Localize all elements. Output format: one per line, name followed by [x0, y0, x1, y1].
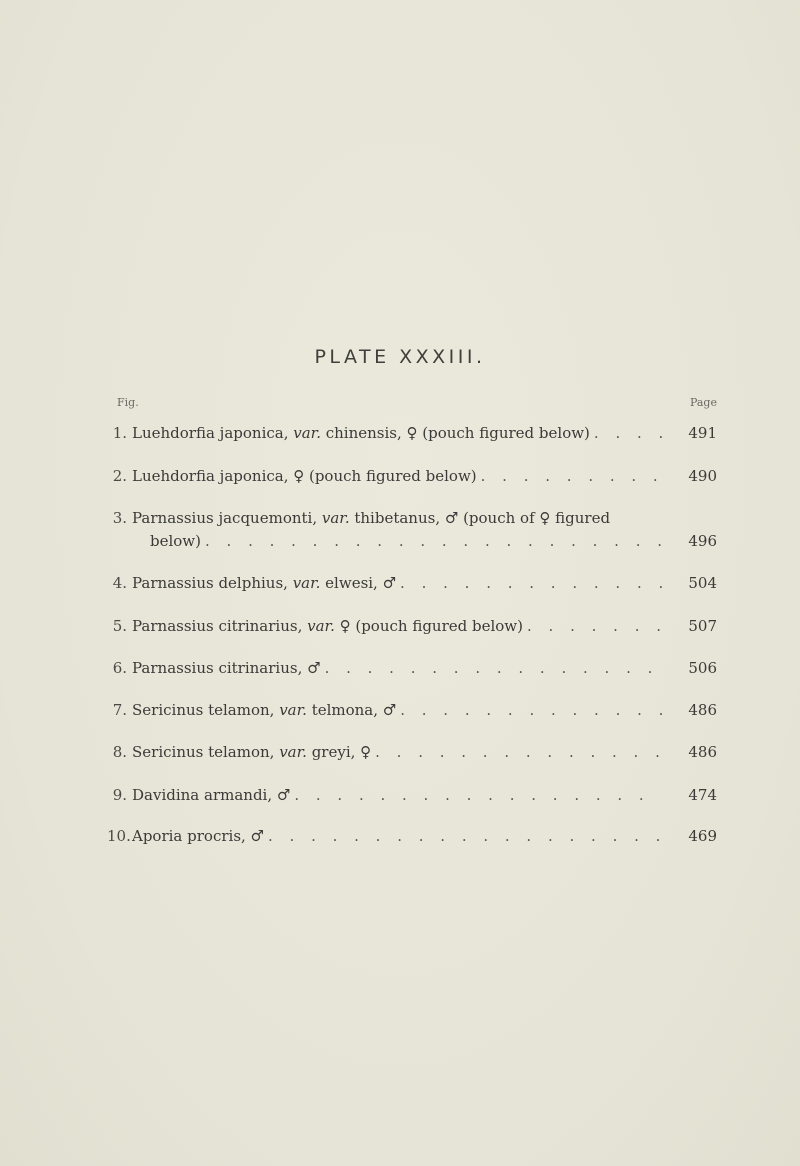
entry-text: Sericinus telamon, var. greyi, ♀ — [132, 743, 372, 761]
leader-dots — [268, 826, 662, 846]
entry-text: Aporia procris, ♂ — [132, 827, 264, 845]
fig-number: 1. — [112, 424, 127, 442]
fig-number: 8. — [112, 743, 127, 761]
page-number: 474 — [688, 786, 717, 804]
page-number: 486 — [688, 701, 717, 719]
entry-text: Sericinus telamon, var. telmona, ♂ — [132, 701, 397, 719]
page-column-header: Page — [689, 396, 717, 409]
plate-title: PLATE XXXIII. — [314, 346, 486, 368]
page-number: 469 — [688, 827, 717, 845]
page-number: 506 — [688, 659, 717, 677]
fig-column-header: Fig. — [117, 396, 139, 409]
leader-dots — [325, 658, 662, 678]
page-number: 490 — [688, 467, 717, 485]
fig-number: 10. — [107, 827, 131, 845]
fig-number: 5. — [112, 617, 127, 635]
entry-text: Parnassius delphius, var. elwesi, ♂ — [132, 574, 397, 592]
leader-dots — [481, 466, 662, 486]
entry-text: Parnassius citrinarius, var. ♀ (pouch figured below) — [132, 617, 524, 635]
entry-text: Luehdorfia japonica, var. chinensis, ♀ (pouch figured below) — [132, 424, 590, 442]
leader-dots — [527, 616, 662, 636]
entry-text-continued: below) — [150, 532, 201, 550]
entry-text: Parnassius citrinarius, ♂ — [132, 659, 321, 677]
fig-number: 2. — [112, 467, 127, 485]
leader-dots — [294, 785, 662, 805]
fig-number: 9. — [112, 786, 127, 804]
leader-dots — [400, 700, 662, 720]
leader-dots — [375, 742, 662, 762]
leader-dots — [594, 423, 662, 443]
page-number: 504 — [688, 574, 717, 592]
fig-number: 3. — [112, 509, 127, 527]
page-number: 496 — [688, 532, 717, 550]
page-number: 486 — [688, 743, 717, 761]
fig-number: 7. — [112, 701, 127, 719]
page-number: 507 — [688, 617, 717, 635]
fig-number: 6. — [112, 659, 127, 677]
entry-text: Davidina armandi, ♂ — [132, 786, 291, 804]
entry-text: Parnassius jacquemonti, var. thibetanus, ♂ (pouch of ♀ figured — [132, 509, 611, 527]
leader-dots — [400, 573, 662, 593]
page-number: 491 — [688, 424, 717, 442]
leader-dots — [205, 531, 662, 551]
fig-number: 4. — [112, 574, 127, 592]
entry-text: Luehdorfia japonica, ♀ (pouch figured below) — [132, 467, 477, 485]
